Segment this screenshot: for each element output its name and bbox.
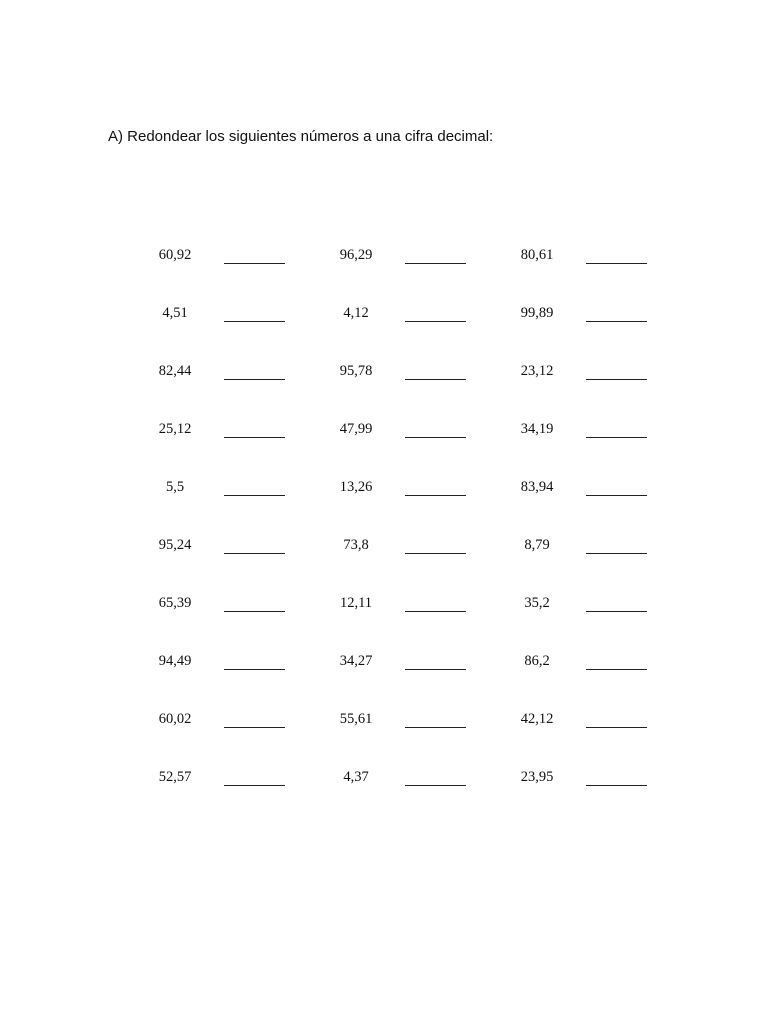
answer-blank[interactable] [586,727,647,728]
exercise-number: 94,49 [158,653,192,669]
exercise-item [143,246,343,270]
exercise-item [143,652,343,676]
exercise-row [0,478,768,502]
answer-blank[interactable] [586,263,647,264]
exercise-item [324,710,524,734]
exercise-item [324,304,524,328]
exercise-number: 4,37 [343,769,369,785]
exercise-item [505,710,705,734]
answer-blank[interactable] [586,321,647,322]
exercise-number: 95,24 [158,537,192,553]
exercise-number: 23,12 [520,363,554,379]
exercise-row [0,246,768,270]
exercise-item [143,362,343,386]
exercise-number: 65,39 [158,595,192,611]
exercise-row [0,420,768,444]
exercise-item [505,246,705,270]
answer-blank[interactable] [405,669,466,670]
exercise-item [324,478,524,502]
answer-blank[interactable] [405,263,466,264]
answer-blank[interactable] [224,321,285,322]
answer-blank[interactable] [586,495,647,496]
answer-blank[interactable] [405,437,466,438]
exercise-number: 73,8 [343,537,369,553]
exercise-item [505,652,705,676]
exercise-row [0,536,768,560]
exercise-item [143,420,343,444]
exercise-item [324,594,524,618]
exercise-row [0,768,768,792]
instruction-heading: A) Redondear los siguientes números a una cifra decimal: [108,128,494,145]
exercise-number: 42,12 [520,711,554,727]
exercise-number: 80,61 [520,247,554,263]
exercise-item [505,594,705,618]
exercise-number: 60,92 [158,247,192,263]
answer-blank[interactable] [405,727,466,728]
answer-blank[interactable] [224,379,285,380]
exercise-number: 8,79 [524,537,550,553]
exercise-number: 4,51 [162,305,188,321]
exercise-number: 4,12 [343,305,369,321]
exercise-item [143,710,343,734]
answer-blank[interactable] [224,611,285,612]
exercise-number: 86,2 [524,653,550,669]
exercise-row [0,362,768,386]
answer-blank[interactable] [586,611,647,612]
answer-blank[interactable] [224,553,285,554]
answer-blank[interactable] [405,495,466,496]
exercise-item [505,420,705,444]
exercise-item [505,478,705,502]
exercise-item [324,768,524,792]
answer-blank[interactable] [224,495,285,496]
exercise-item [143,594,343,618]
exercise-item [143,304,343,328]
exercise-item [505,304,705,328]
answer-blank[interactable] [586,669,647,670]
exercise-item [324,536,524,560]
exercise-number: 96,29 [339,247,373,263]
exercise-number: 60,02 [158,711,192,727]
answer-blank[interactable] [405,321,466,322]
answer-blank[interactable] [405,553,466,554]
answer-blank[interactable] [405,785,466,786]
exercise-item [324,652,524,676]
exercise-number: 12,11 [339,595,373,611]
exercise-item [505,768,705,792]
answer-blank[interactable] [405,611,466,612]
answer-blank[interactable] [586,553,647,554]
exercise-item [143,478,343,502]
exercise-item [505,362,705,386]
exercise-row [0,652,768,676]
exercise-number: 47,99 [339,421,373,437]
exercise-number: 99,89 [520,305,554,321]
answer-blank[interactable] [224,437,285,438]
exercise-item [324,420,524,444]
answer-blank[interactable] [586,437,647,438]
exercise-row [0,304,768,328]
exercise-number: 25,12 [158,421,192,437]
exercise-number: 5,5 [165,479,185,495]
exercise-number: 35,2 [524,595,550,611]
answer-blank[interactable] [224,669,285,670]
exercise-number: 83,94 [520,479,554,495]
exercise-item [143,768,343,792]
exercise-number: 55,61 [339,711,373,727]
answer-blank[interactable] [405,379,466,380]
answer-blank[interactable] [224,263,285,264]
exercise-number: 82,44 [158,363,192,379]
exercise-number: 13,26 [339,479,373,495]
exercise-item [143,536,343,560]
exercise-row [0,594,768,618]
answer-blank[interactable] [224,727,285,728]
exercise-number: 34,19 [520,421,554,437]
answer-blank[interactable] [224,785,285,786]
exercise-row [0,710,768,734]
exercise-number: 34,27 [339,653,373,669]
exercise-item [505,536,705,560]
exercise-number: 23,95 [520,769,554,785]
exercise-item [324,246,524,270]
exercise-number: 95,78 [339,363,373,379]
answer-blank[interactable] [586,379,647,380]
answer-blank[interactable] [586,785,647,786]
exercise-item [324,362,524,386]
exercise-number: 52,57 [158,769,192,785]
